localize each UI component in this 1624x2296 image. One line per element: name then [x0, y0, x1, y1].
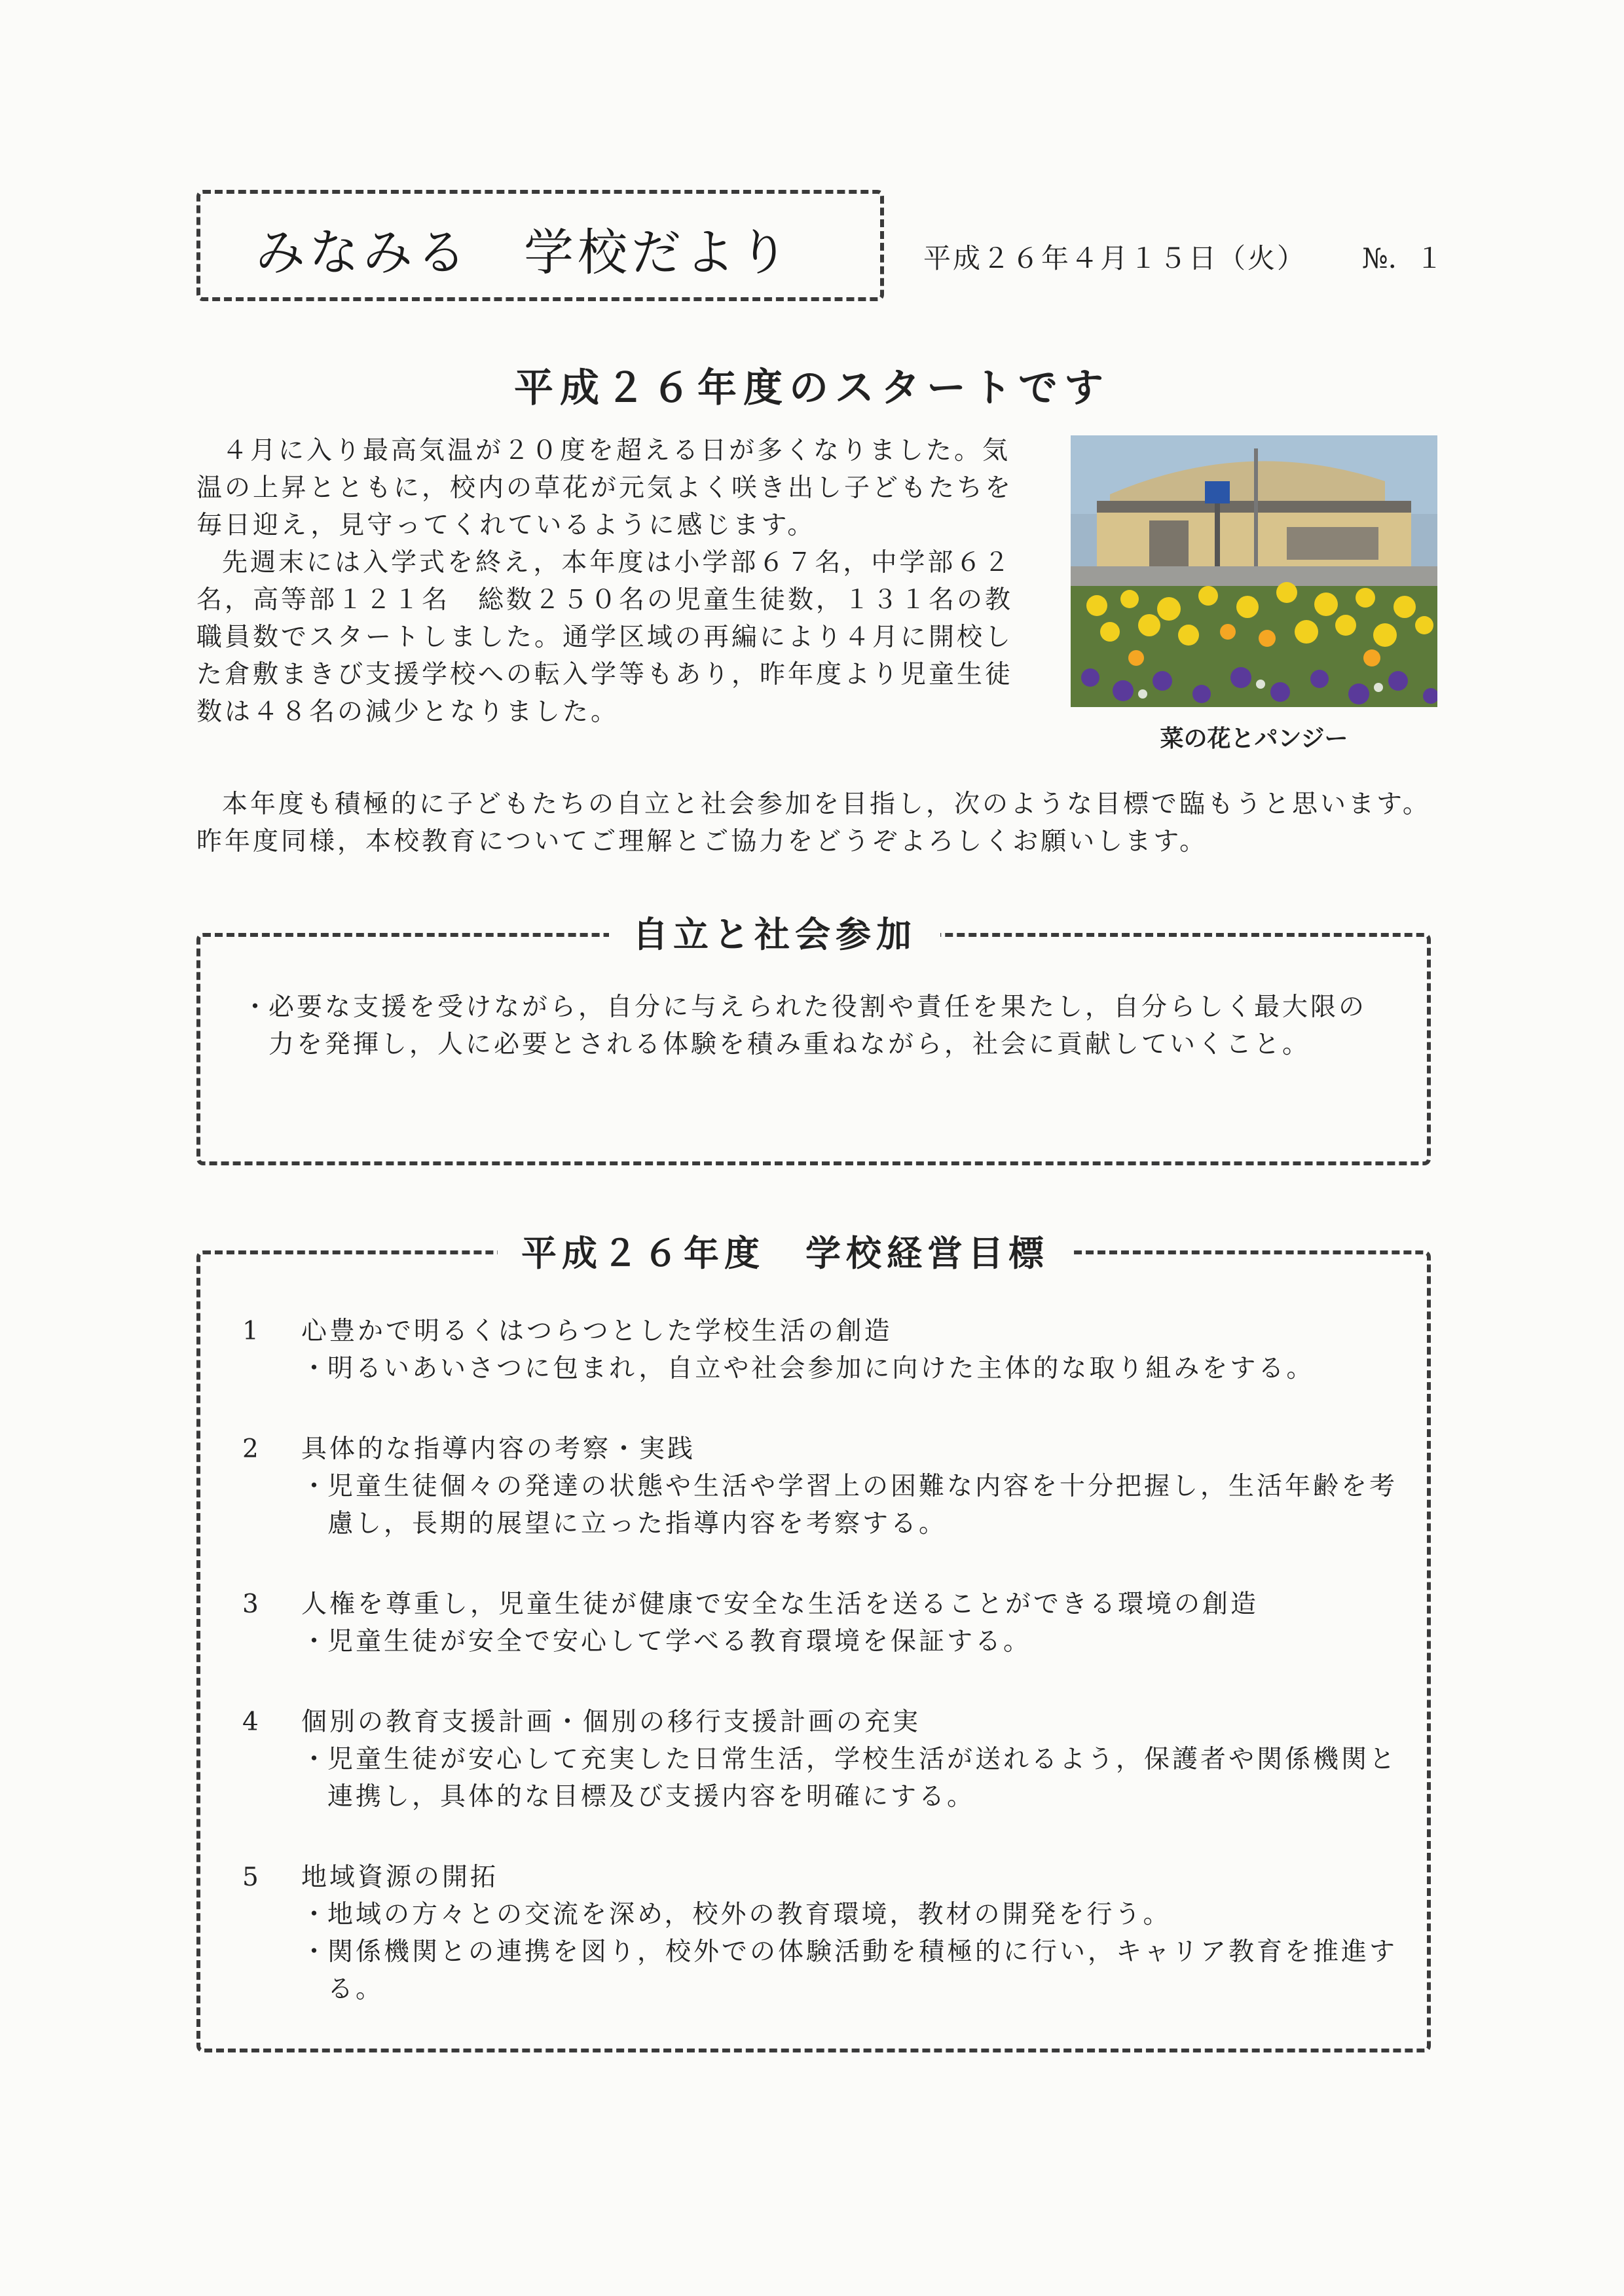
issue-number: №．１ [1362, 242, 1443, 274]
bullet-mark: ・ [242, 993, 271, 1022]
goal-detail: 児童生徒個々の発達の状態や生活や学習上の困難な内容を十分把握し，生活年齢を考慮し，長期的展望に立った指導内容を考察する。 [327, 1472, 1398, 1539]
goal-item [242, 1313, 1414, 1387]
goal-item [242, 1430, 1414, 1542]
bullet-mark: ・ [301, 1900, 330, 1929]
goal-title: 地域資源の開拓 [301, 1863, 499, 1892]
goal-item [242, 1859, 1414, 2008]
goal-title: 個別の教育支援計画・個別の移行支援計画の充実 [301, 1707, 921, 1737]
goal-detail: 関係機関との連携を図り，校外での体験活動を積極的に行い，キャリア教育を推進する。 [327, 1937, 1398, 2004]
goal-title: 心豊かで明るくはつらつとした学校生活の創造 [301, 1317, 893, 1346]
goals-list [242, 1313, 1414, 2051]
newsletter-title: みなみる 学校だより [255, 223, 792, 282]
independence-item [242, 989, 1382, 1063]
bullet-mark: ・ [301, 1354, 330, 1383]
section-heading: 平成２６年度のスタートです [514, 365, 1110, 411]
photo-illustration [1071, 435, 1437, 707]
photo-caption: 菜の花とパンジー [1160, 725, 1348, 752]
goal-title: 人権を尊重し，児童生徒が健康で安全な生活を送ることができる環境の創造 [301, 1590, 1259, 1619]
goal-number: 2 [242, 1434, 261, 1464]
bullet-mark: ・ [301, 1627, 330, 1656]
independence-body [242, 989, 1382, 1063]
issue-date: 平成２６年４月１５日（火） [923, 242, 1307, 274]
intro-text-block-full [196, 786, 1441, 860]
goals-heading: 平成２６年度 学校経営目標 [498, 1226, 1073, 1276]
goal-number: 1 [242, 1317, 261, 1346]
goal-item [242, 1704, 1414, 1815]
goal-detail: 地域の方々との交流を深め，校外の教育環境，教材の開発を行う。 [327, 1900, 1172, 1929]
bullet-mark: ・ [301, 1745, 330, 1774]
goal-number: 3 [242, 1590, 261, 1619]
goal-detail: 児童生徒が安心して充実した日常生活，学校生活が送れるよう，保護者や関係機関と連携し，具体的な目標及び支援内容を明確にする。 [327, 1745, 1398, 1812]
bullet-mark: ・ [301, 1937, 330, 1967]
school-flowerbed-photo [1071, 435, 1437, 707]
goal-title: 具体的な指導内容の考察・実践 [301, 1434, 696, 1464]
goal-number: 5 [242, 1863, 261, 1892]
goal-detail: 児童生徒が安全で安心して学べる教育環境を保証する。 [327, 1627, 1032, 1656]
intro-paragraph-1: ４月に入り最高気温が２０度を超える日が多くなりました。気温の上昇とともに，校内の草花が元気よく咲き出し子どもたちを毎日迎え，見守ってくれているように感じます。 [196, 436, 1014, 540]
goal-item [242, 1586, 1414, 1660]
independence-heading: 自立と社会参加 [609, 907, 940, 957]
goal-detail: 明るいあいさつに包まれ，自立や社会参加に向けた主体的な取り組みをする。 [327, 1354, 1315, 1383]
bullet-mark: ・ [301, 1472, 330, 1501]
intro-paragraph-3: 本年度も積極的に子どもたちの自立と社会参加を目指し，次のような目標で臨もうと思います。昨年度同様，本校教育についてご理解とご協力をどうぞよろしくお願いします。 [196, 790, 1431, 856]
intro-paragraph-2: 先週末には入学式を終え，本年度は小学部６７名，中学部６２名，高等部１２１名 総数２５０名の児童生徒数，１３１名の教職員数でスタートしました。通学区域の再編により４月に開校した倉敷まきび支援学校への転入学等もあり，昨年度より児童生徒数は４８名の減少となりました。 [196, 548, 1014, 727]
independence-text: 必要な支援を受けながら，自分に与えられた役割や責任を果たし，自分らしく最大限の力を発揮し，人に必要とされる体験を積み重ねながら，社会に貢献していくこと。 [268, 993, 1367, 1059]
intro-text-block [196, 432, 1038, 731]
goal-number: 4 [242, 1707, 261, 1737]
